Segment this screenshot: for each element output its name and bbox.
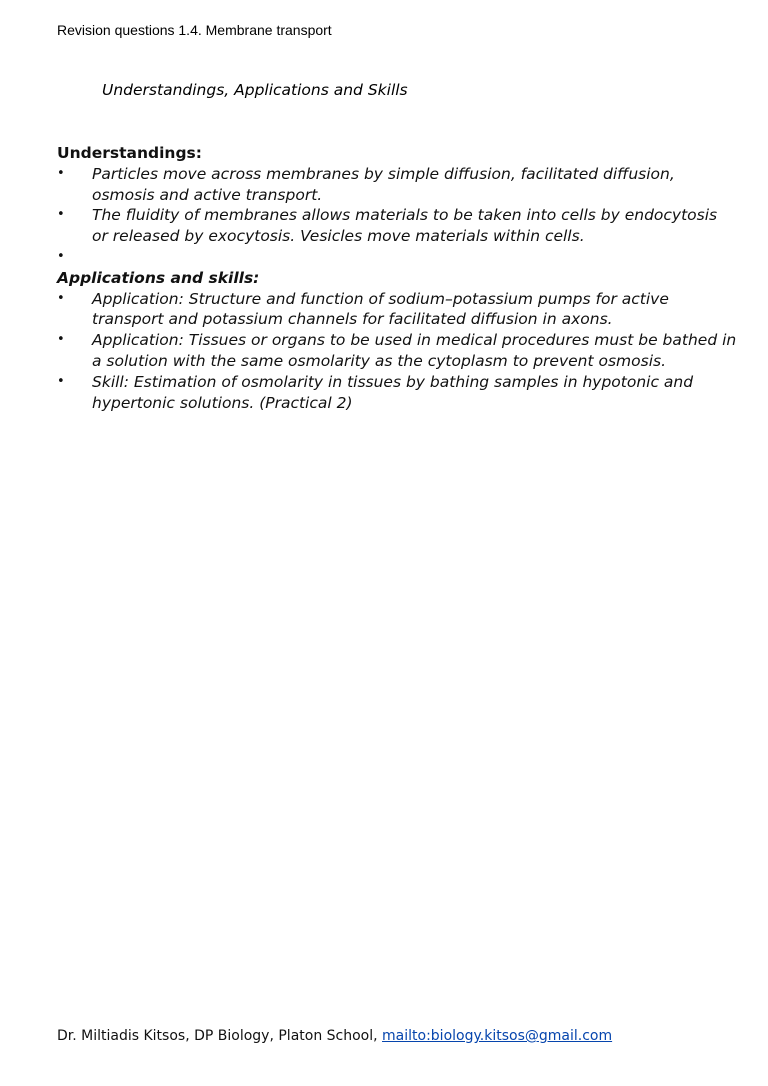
list-item — [57, 247, 737, 268]
understandings-heading: Understandings: — [57, 144, 202, 162]
list-item-text: Particles move across membranes by simple diffusion, facilitated diffusion, osmosis and active transport. — [92, 164, 675, 204]
list-item — [57, 289, 737, 331]
bullet-icon: • — [57, 207, 65, 223]
document-header: Revision questions 1.4. Membrane transport — [57, 22, 332, 38]
applications-list — [57, 289, 737, 414]
understandings-list — [57, 164, 737, 268]
bullet-icon: • — [57, 165, 65, 181]
list-item — [57, 164, 737, 206]
bullet-icon: • — [57, 373, 65, 389]
list-item — [57, 372, 737, 414]
bullet-icon: • — [57, 332, 65, 348]
email-link[interactable]: mailto:biology.kitsos@gmail.com — [382, 1028, 613, 1044]
list-item-text: Application: Structure and function of sodium–potassium pumps for active transport and potassium channels for facilitated diffusion in axons. — [92, 289, 669, 329]
document-subtitle: Understandings, Applications and Skills — [102, 81, 408, 99]
list-item-text: The fluidity of membranes allows materials to be taken into cells by endocytosis or released by exocytosis. Vesicles move materials within cells. — [92, 206, 718, 246]
list-item-text: Application: Tissues or organs to be used in medical procedures must be bathed in a solution with the same osmolarity as the cytoplasm to prevent osmosis. — [92, 331, 737, 370]
document-body — [57, 143, 737, 413]
bullet-icon: • — [57, 248, 65, 264]
list-item-text — [92, 248, 97, 266]
bullet-icon: • — [57, 290, 65, 306]
list-item — [57, 330, 737, 372]
list-item-text: Skill: Estimation of osmolarity in tissues by bathing samples in hypotonic and hypertonic solutions. (Practical 2) — [92, 372, 694, 412]
document-footer — [57, 1028, 612, 1044]
applications-heading: Applications and skills: — [57, 268, 260, 287]
footer-author: Dr. Miltiadis Kitsos, DP Biology, Platon School, — [57, 1028, 383, 1044]
list-item — [57, 205, 737, 247]
